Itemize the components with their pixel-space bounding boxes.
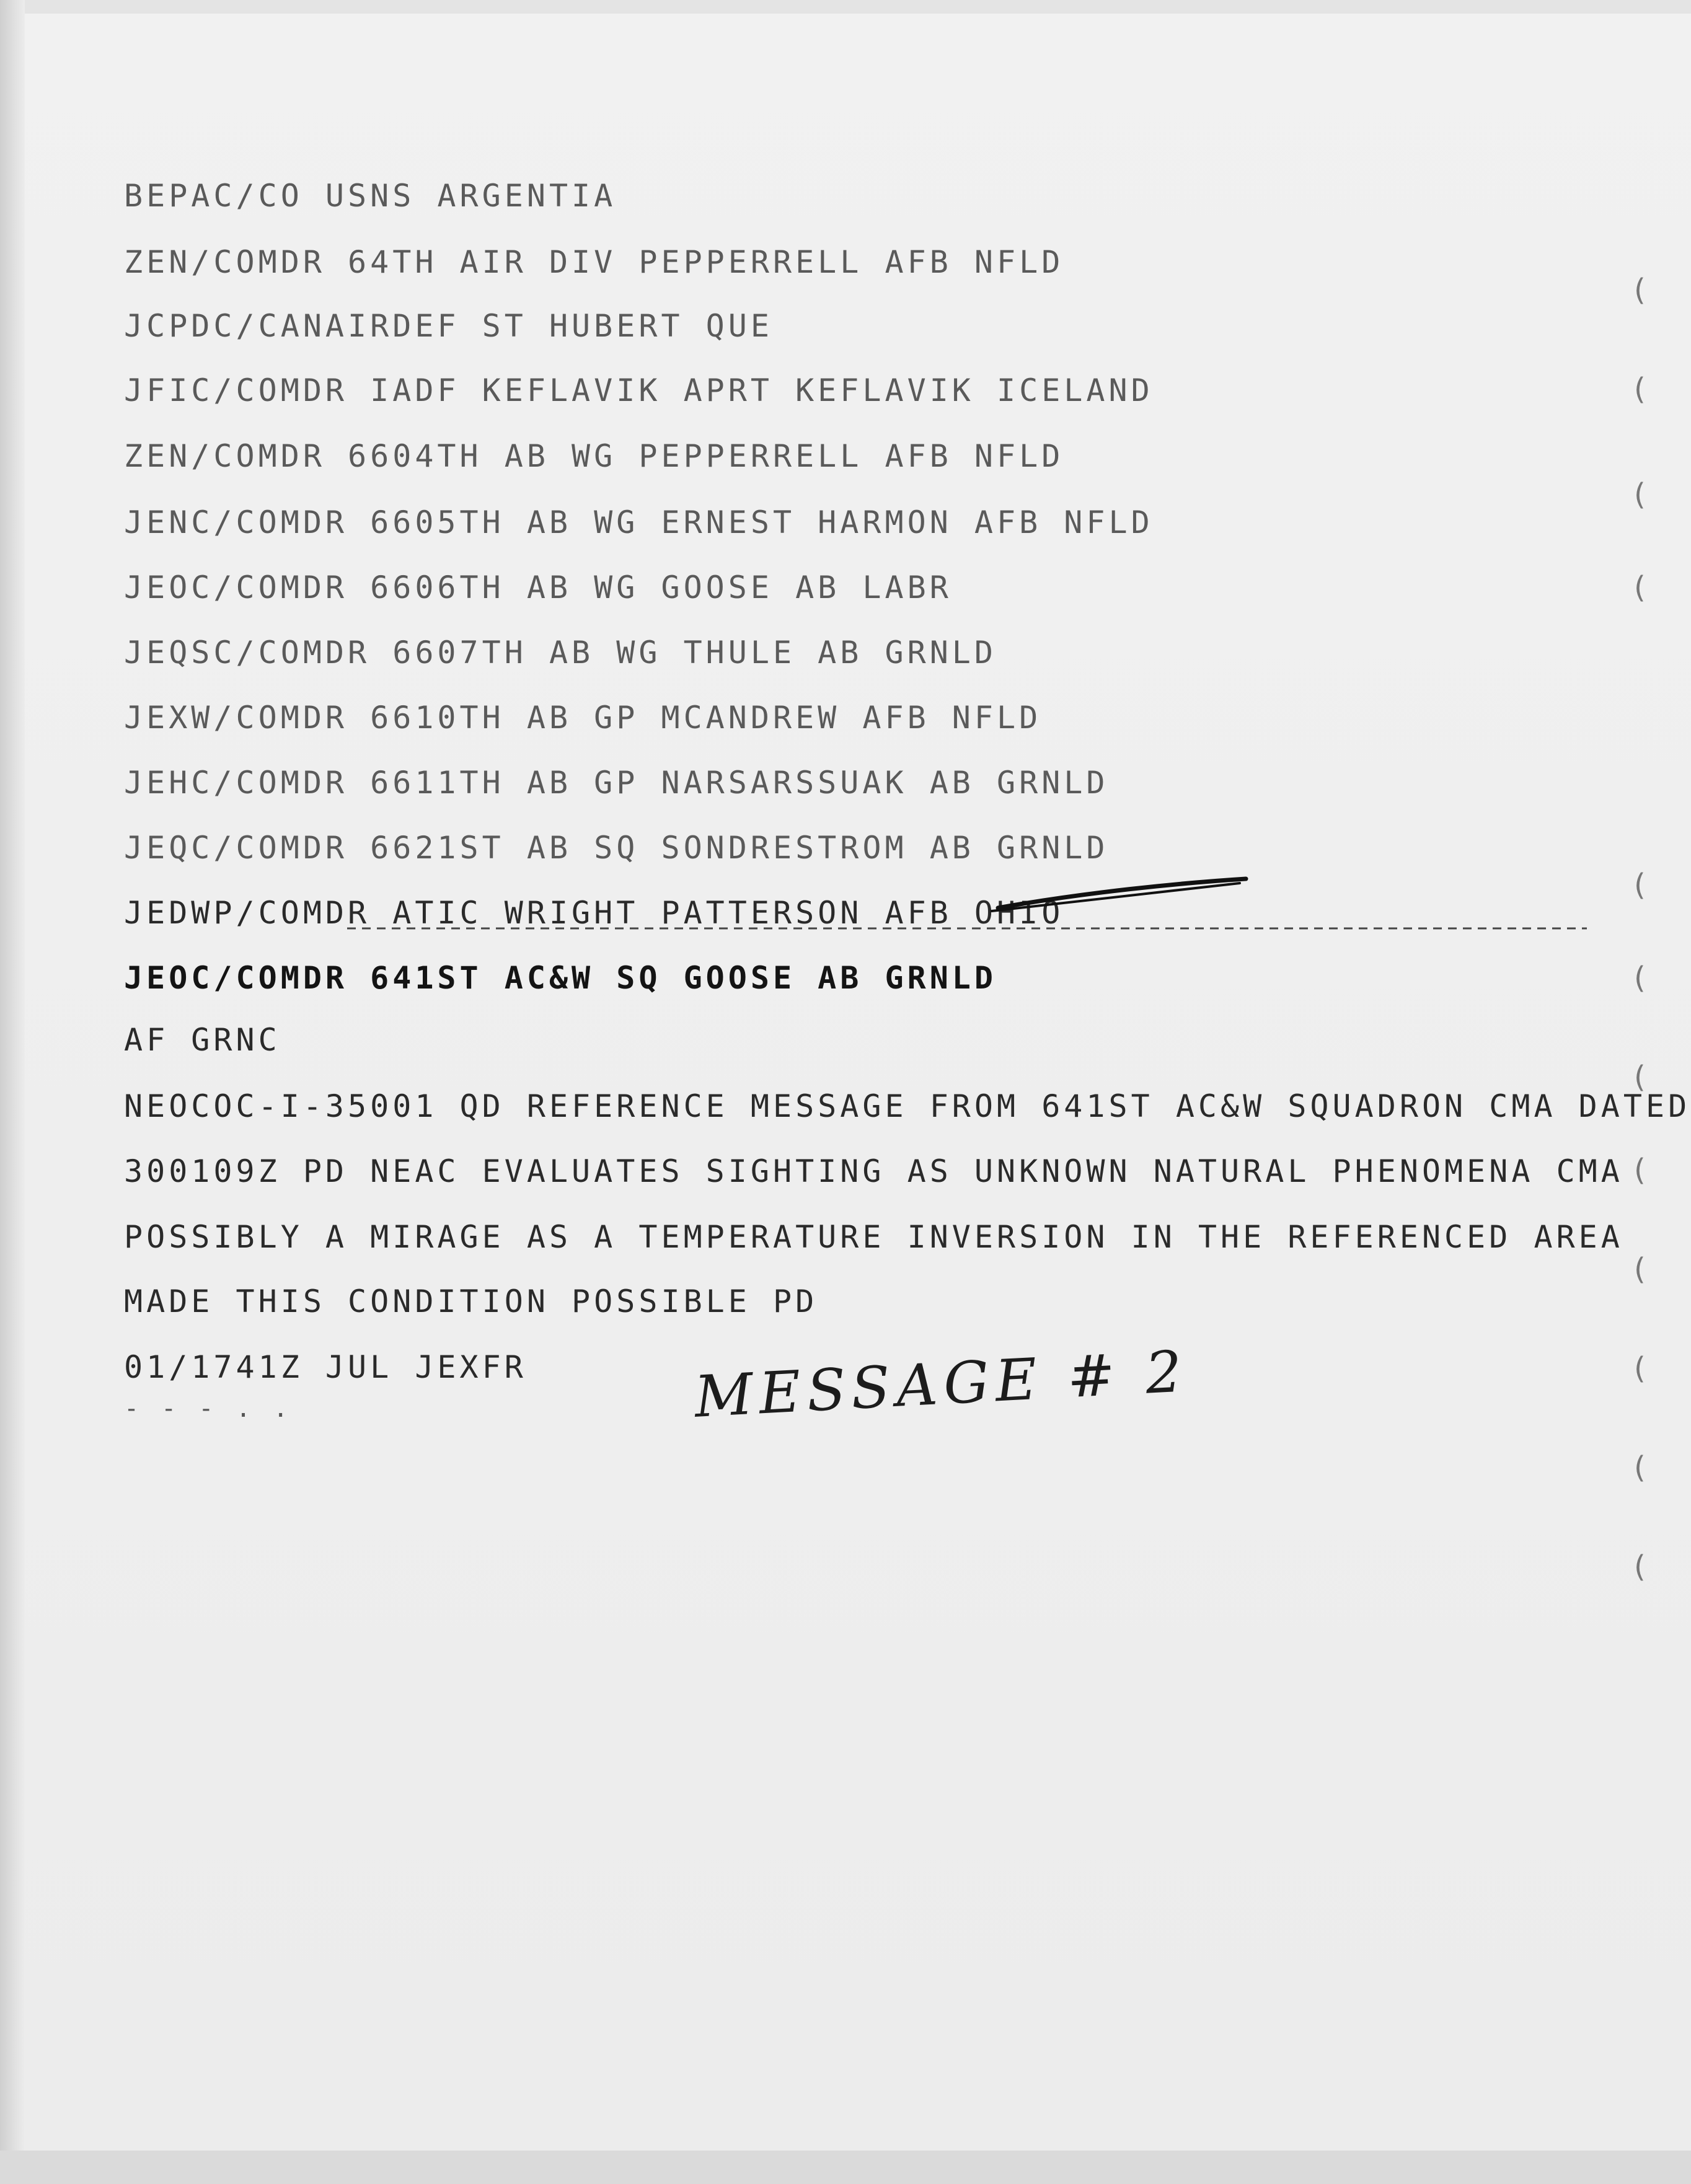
punch-hole-icon: (	[1634, 477, 1646, 512]
message-body-line: 300109Z PD NEAC EVALUATES SIGHTING AS UNKNOWN NATURAL PHENOMENA CMA	[124, 1153, 1623, 1189]
info-addressee: AF GRNC	[124, 1022, 281, 1058]
punch-hole-icon: (	[1634, 868, 1646, 902]
message-body-line: NEOCOC-I-35001 QD REFERENCE MESSAGE FROM 641ST AC&W SQUADRON CMA DATED	[124, 1088, 1691, 1124]
punch-hole-icon: (	[1634, 273, 1646, 307]
address-line: JCPDC/CANAIRDEF ST HUBERT QUE	[124, 308, 773, 344]
punch-hole-icon: (	[1634, 570, 1646, 605]
punch-hole-icon: (	[1634, 372, 1646, 407]
punch-hole-icon: (	[1634, 1060, 1646, 1094]
punch-hole-icon: (	[1634, 1153, 1646, 1187]
address-line: JEOC/COMDR 641ST AC&W SQ GOOSE AB GRNLD	[124, 960, 997, 996]
punch-hole-icon: (	[1634, 1450, 1646, 1485]
address-line: BEPAC/CO USNS ARGENTIA	[124, 178, 617, 214]
message-body-line: MADE THIS CONDITION POSSIBLE PD	[124, 1284, 818, 1319]
handwritten-note: MESSAGE # 2	[692, 1338, 1190, 1430]
message-body-line: POSSIBLY A MIRAGE AS A TEMPERATURE INVERSION IN THE REFERENCED AREA	[124, 1219, 1623, 1255]
punch-hole-marks	[1628, 0, 1665, 2184]
address-line: JEQSC/COMDR 6607TH AB WG THULE AB GRNLD	[124, 635, 997, 671]
address-line: JEHC/COMDR 6611TH AB GP NARSARSSUAK AB GRNLD	[124, 765, 1109, 801]
punch-hole-icon: (	[1634, 1351, 1646, 1386]
address-line: ZEN/COMDR 64TH AIR DIV PEPPERRELL AFB NFLD	[124, 244, 1064, 280]
end-dashes: - - - . .	[124, 1394, 292, 1423]
date-time-group: 01/1741Z JUL JEXFR	[124, 1349, 527, 1385]
address-line: JENC/COMDR 6605TH AB WG ERNEST HARMON AFB NFLD	[124, 504, 1154, 540]
address-line: JEOC/COMDR 6606TH AB WG GOOSE AB LABR	[124, 570, 952, 605]
punch-hole-icon: (	[1634, 1549, 1646, 1584]
address-line-atic: JEDWP/COMDR ATIC WRIGHT PATTERSON AFB OHIO	[124, 895, 1064, 931]
address-line: JEQC/COMDR 6621ST AB SQ SONDRESTROM AB GRNLD	[124, 830, 1109, 866]
punch-hole-icon: (	[1634, 961, 1646, 995]
address-line: ZEN/COMDR 6604TH AB WG PEPPERRELL AFB NFLD	[124, 438, 1064, 474]
address-line: JEXW/COMDR 6610TH AB GP MCANDREW AFB NFLD	[124, 700, 1042, 736]
punch-hole-icon: (	[1634, 1252, 1646, 1287]
address-line: JFIC/COMDR IADF KEFLAVIK APRT KEFLAVIK ICELAND	[124, 372, 1154, 408]
